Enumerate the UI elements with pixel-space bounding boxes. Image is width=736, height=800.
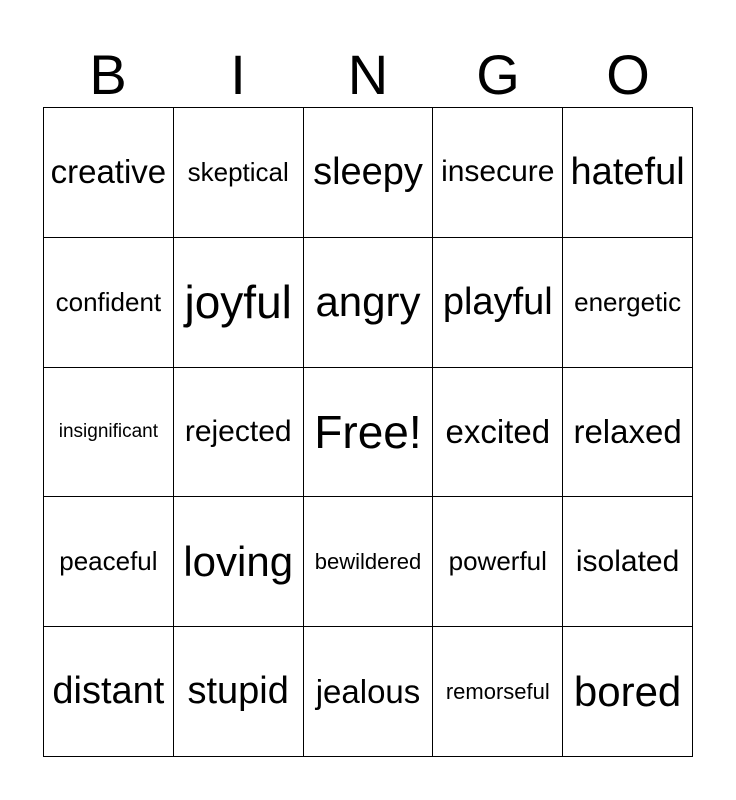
header-letter-i: I bbox=[230, 43, 246, 106]
bingo-cell: relaxed bbox=[563, 368, 693, 498]
bingo-cell: angry bbox=[304, 238, 434, 368]
header-letter-g: G bbox=[476, 43, 520, 106]
bingo-cell: rejected bbox=[174, 368, 304, 498]
bingo-cell: isolated bbox=[563, 497, 693, 627]
header-letter-b: B bbox=[89, 43, 127, 106]
bingo-cell: bewildered bbox=[304, 497, 434, 627]
bingo-cell: hateful bbox=[563, 108, 693, 238]
bingo-header bbox=[43, 42, 693, 108]
bingo-cell: insignificant bbox=[44, 368, 174, 498]
bingo-cell: excited bbox=[433, 368, 563, 498]
bingo-cell: playful bbox=[433, 238, 563, 368]
bingo-cell: skeptical bbox=[174, 108, 304, 238]
bingo-cell: peaceful bbox=[44, 497, 174, 627]
bingo-cell: energetic bbox=[563, 238, 693, 368]
header-letter-n: N bbox=[347, 43, 389, 106]
bingo-cell: bored bbox=[563, 627, 693, 757]
bingo-cell: powerful bbox=[433, 497, 563, 627]
bingo-board bbox=[43, 107, 693, 757]
bingo-cell: stupid bbox=[174, 627, 304, 757]
header-letter-o: O bbox=[606, 43, 650, 106]
bingo-cell: confident bbox=[44, 238, 174, 368]
bingo-cell: creative bbox=[44, 108, 174, 238]
bingo-cell: insecure bbox=[433, 108, 563, 238]
bingo-cell: distant bbox=[44, 627, 174, 757]
bingo-cell: loving bbox=[174, 497, 304, 627]
bingo-cell: joyful bbox=[174, 238, 304, 368]
bingo-cell: sleepy bbox=[304, 108, 434, 238]
bingo-cell: remorseful bbox=[433, 627, 563, 757]
bingo-cell-free: Free! bbox=[304, 368, 434, 498]
bingo-cell: jealous bbox=[304, 627, 434, 757]
